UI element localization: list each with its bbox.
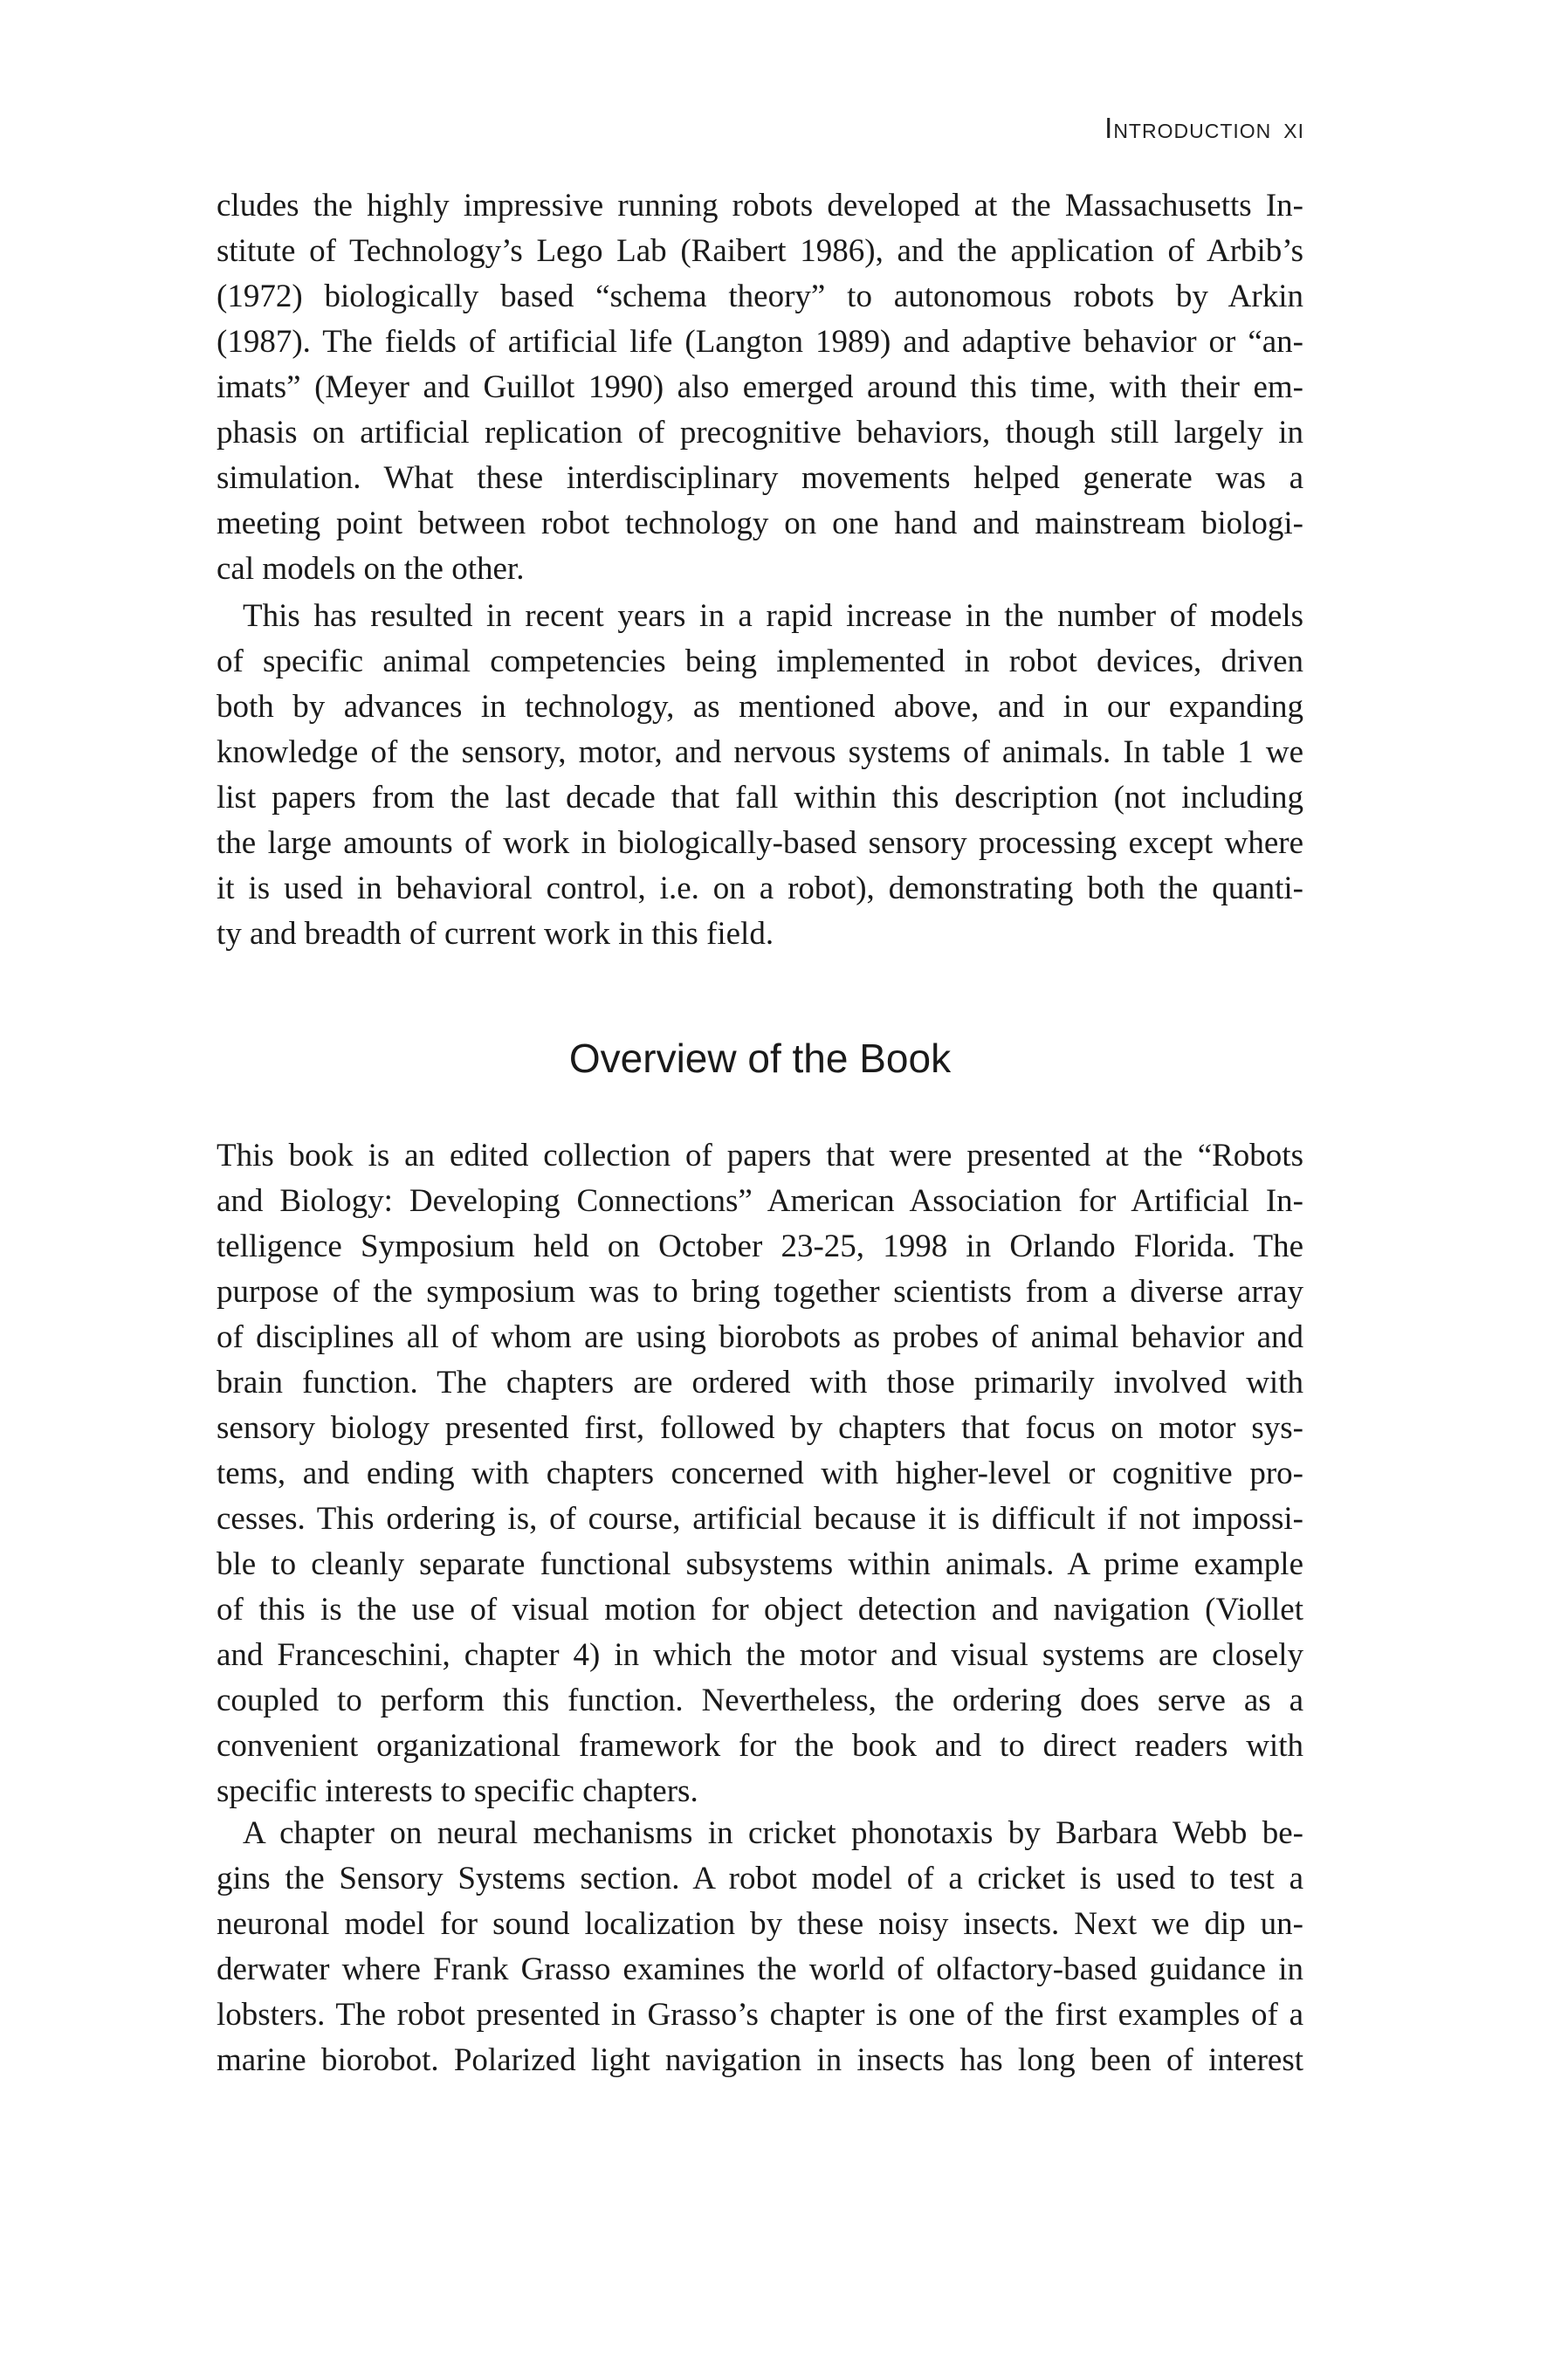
text-line: derwater where Frank Grasso examines the world of olfactory-based guidance in xyxy=(217,1951,1303,1987)
running-head xyxy=(1104,112,1304,145)
text-line: it is used in behavioral control, i.e. on a robot), demonstrating both the quanti- xyxy=(217,871,1303,906)
text-line: (1972) biologically based “schema theory” to autonomous robots by Arkin xyxy=(217,279,1303,314)
text-line: ble to cleanly separate functional subsystems within animals. A prime example xyxy=(217,1546,1303,1582)
text-line: specific interests to specific chapters. xyxy=(217,1773,698,1809)
text-line: This book is an edited collection of papers that were presented at the “Robots xyxy=(217,1138,1303,1174)
text-line: of this is the use of visual motion for object detection and navigation (Viollet xyxy=(217,1592,1303,1628)
text-line: neuronal model for sound localization by these noisy insects. Next we dip un- xyxy=(217,1906,1303,1942)
text-line: meeting point between robot technology on one hand and mainstream biologi- xyxy=(217,506,1303,541)
text-line: ty and breadth of current work in this field. xyxy=(217,916,774,952)
text-line: imats” (Meyer and Guillot 1990) also emerged around this time, with their em- xyxy=(217,369,1303,405)
text-line: stitute of Technology’s Lego Lab (Raibert 1986), and the application of Arbib’s xyxy=(217,233,1303,269)
text-line: tems, and ending with chapters concerned with higher-level or cognitive pro- xyxy=(217,1456,1303,1491)
text-line: both by advances in technology, as mentioned above, and in our expanding xyxy=(217,689,1303,725)
text-line: brain function. The chapters are ordered with those primarily involved with xyxy=(217,1365,1303,1401)
paragraph-recent-models xyxy=(217,594,1303,957)
text-line: convenient organizational framework for the book and to direct readers with xyxy=(217,1728,1303,1764)
text-line: gins the Sensory Systems section. A robot model of a cricket is used to test a xyxy=(217,1861,1303,1896)
text-line: coupled to perform this function. Nevertheless, the ordering does serve as a xyxy=(217,1683,1303,1718)
text-line: sensory biology presented first, followed by chapters that focus on motor sys- xyxy=(217,1410,1303,1446)
text-line: telligence Symposium held on October 23-25, 1998 in Orlando Florida. The xyxy=(217,1229,1303,1264)
text-line: (1987). The fields of artificial life (Langton 1989) and adaptive behavior or “an- xyxy=(217,324,1303,360)
text-line: lobsters. The robot presented in Grasso’s chapter is one of the first examples of a xyxy=(217,1997,1303,2033)
page-number: xi xyxy=(1283,112,1304,144)
text-line: phasis on artificial replication of precognitive behaviors, though still largely in xyxy=(217,415,1303,451)
text-line: cal models on the other. xyxy=(217,551,525,587)
text-line: knowledge of the sensory, motor, and nervous systems of animals. In table 1 we xyxy=(217,734,1303,770)
text-line: and Biology: Developing Connections” American Association for Artificial In- xyxy=(217,1183,1303,1219)
text-line: cludes the highly impressive running robots developed at the Massachusetts In- xyxy=(217,188,1303,224)
running-head-title: Introduction xyxy=(1104,112,1272,144)
text-line: and Franceschini, chapter 4) in which the motor and visual systems are closely xyxy=(217,1637,1303,1673)
text-line: simulation. What these interdisciplinary movements helped generate was a xyxy=(217,460,1303,496)
paragraph-sensory-systems xyxy=(217,1811,1303,2083)
text-line: the large amounts of work in biologically-based sensory processing except where xyxy=(217,825,1303,861)
text-line: This has resulted in recent years in a rapid increase in the number of models xyxy=(243,598,1303,634)
text-line: of disciplines all of whom are using biorobots as probes of animal behavior and xyxy=(217,1319,1303,1355)
text-line: cesses. This ordering is, of course, artificial because it is difficult if not impossi- xyxy=(217,1501,1303,1537)
text-line: marine biorobot. Polarized light navigation in insects has long been of interest xyxy=(217,2042,1303,2078)
paragraph-continuation xyxy=(217,183,1303,592)
text-line: list papers from the last decade that fall within this description (not including xyxy=(217,780,1303,816)
text-line: of specific animal competencies being implemented in robot devices, driven xyxy=(217,644,1303,679)
text-line: A chapter on neural mechanisms in cricket phonotaxis by Barbara Webb be- xyxy=(243,1815,1303,1851)
text-line: purpose of the symposium was to bring together scientists from a diverse array xyxy=(217,1274,1303,1310)
paragraph-book-overview xyxy=(217,1133,1303,1814)
section-heading: Overview of the Book xyxy=(568,1036,952,1081)
